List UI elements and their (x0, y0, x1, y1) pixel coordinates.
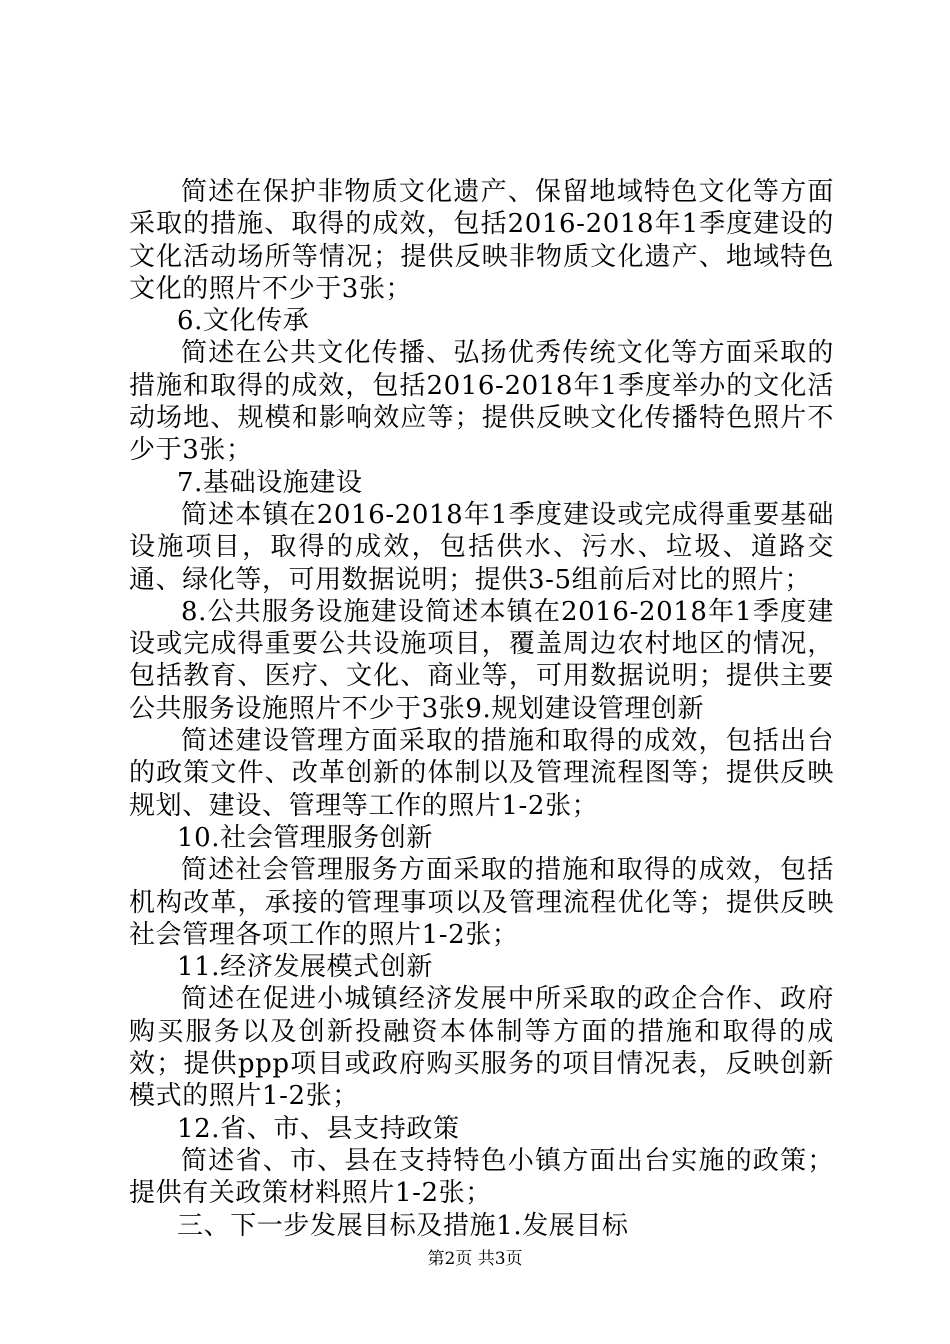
section-heading: 7.基础设施建设 (177, 467, 363, 498)
paragraph: 简述在促进小城镇经济发展中所采取的政企合作、政府购买服务以及创新投融资本体制等方面的措施和取得的成效；提供ppp项目或政府购买服务的项目情况表，反映创新模式的照片1-2张； (129, 984, 834, 1112)
section-heading: 11.经济发展模式创新 (177, 952, 433, 983)
paragraph: 简述建设管理方面采取的措施和取得的成效，包括出台的政策文件、改革创新的体制以及管理流程图等；提供反映规划、建设、管理等工作的照片1-2张； (129, 726, 834, 821)
section-heading: 三、下一步发展目标及措施1.发展目标 (177, 1210, 629, 1241)
section-heading: 10.社会管理服务创新 (177, 822, 433, 853)
section-heading: 6.文化传承 (177, 306, 310, 337)
paragraph: 简述在保护非物质文化遗产、保留地域特色文化等方面采取的措施、取得的成效，包括2016-2018年1季度建设的文化活动场所等情况；提供反映非物质文化遗产、地域特色文化的照片不少于3张； (129, 177, 834, 304)
paragraph: 简述在公共文化传播、弘扬优秀传统文化等方面采取的措施和取得的成效，包括2016-2018年1季度举办的文化活动场地、规模和影响效应等；提供反映文化传播特色照片不少于3张； (129, 338, 834, 466)
document-body (129, 176, 834, 1242)
paragraph: 简述省、市、县在支持特色小镇方面出台实施的政策；提供有关政策材料照片1-2张； (129, 1145, 834, 1209)
section-heading: 12.省、市、县支持政策 (177, 1113, 460, 1144)
paragraph: 8.公共服务设施建设简述本镇在2016-2018年1季度建设或完成得重要公共设施项目，覆盖周边农村地区的情况，包括教育、医疗、文化、商业等，可用数据说明；提供主要公共服务设施照片不少于3张9.规划建设管理创新 (129, 596, 834, 724)
paragraph: 简述社会管理服务方面采取的措施和取得的成效，包括机构改革，承接的管理事项以及管理流程优化等；提供反映社会管理各项工作的照片1-2张； (129, 855, 834, 950)
page-number-footer: 第2页 共3页 (427, 1249, 523, 1269)
paragraph: 简述本镇在2016-2018年1季度建设或完成得重要基础设施项目，取得的成效，包括供水、污水、垃圾、道路交通、绿化等，可用数据说明；提供3-5组前后对比的照片； (129, 499, 834, 595)
